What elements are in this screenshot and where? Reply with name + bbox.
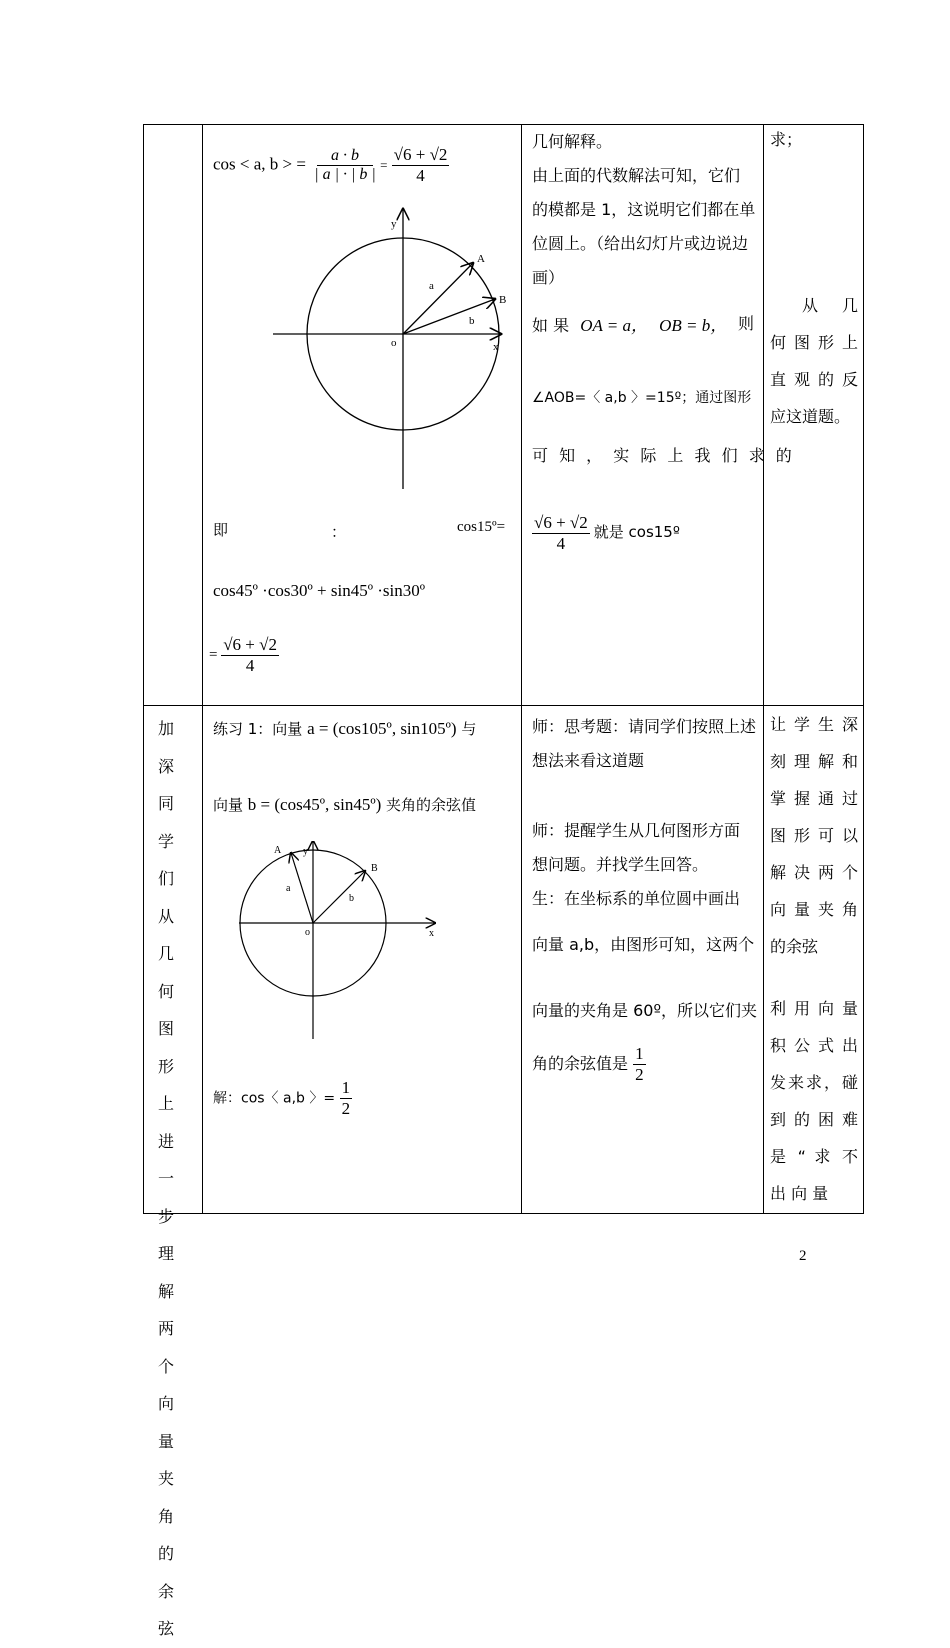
final-result <box>209 635 279 676</box>
purpose-body: 从 几 何 图 形 上 直 观 的 反 应这道题。 <box>770 296 858 426</box>
vector-word: 向量 <box>213 796 244 814</box>
explain-line: 画） <box>532 268 565 287</box>
purpose-p1: 让 学 生 深 刻 理 解 和 掌 握 通 过 图 形 可 以 解 决 两 个 向 量 夹 角 的余弦 <box>770 715 858 956</box>
ruguo-text: 如 果 <box>532 316 570 335</box>
vector-a-arrow <box>403 263 473 334</box>
final-denominator: 4 <box>245 656 255 675</box>
cell-goal <box>144 706 203 1638</box>
numerator: 1 <box>635 1044 644 1063</box>
result-numerator: √6 + √2 <box>393 145 448 164</box>
explain-line: 可 知 ， 实 际 上 我 们 求 的 <box>532 446 795 465</box>
formula-fraction <box>314 147 376 184</box>
teacher-question <box>532 710 758 778</box>
formula-numerator: a · b <box>317 147 373 166</box>
result-denominator: 4 <box>416 166 425 185</box>
cos15-text: cos15º= <box>457 519 506 535</box>
dialog-line: 师：思考题：请同学们按照上述 <box>532 717 757 736</box>
answer-line <box>532 1044 646 1085</box>
solution-text: 解：cos〈 a,b 〉= <box>213 1090 336 1107</box>
origin-label: o <box>391 337 397 349</box>
point-b-label: B <box>499 294 507 306</box>
x-label: x <box>493 341 499 353</box>
exercise-label: 练习 1：向量 <box>213 720 303 738</box>
point-b-label: B <box>371 863 378 874</box>
cell-teacher <box>522 125 795 706</box>
exercise-line-1 <box>213 718 476 739</box>
numerator: 1 <box>341 1078 351 1097</box>
cosine-formula: cos < a, b > = $\frac{a \cdot b}{| a | \cdot | b |}$ = $\frac{√6 + √2}{4}$ <box>213 145 448 185</box>
purpose-p2: 利 用 向 量 积 公 式 出 发来求，碰 到 的 困 难 是 “ 求 不 出 向 量 <box>770 999 858 1203</box>
formula-denominator: | a | · | b | <box>314 166 376 183</box>
explain-line: 位圆上。（给出幻灯片或边说边 <box>532 234 749 253</box>
colon-text: ： <box>331 523 347 541</box>
page-number: 2 <box>799 1248 807 1264</box>
answer-fraction <box>633 1044 646 1085</box>
result-fraction <box>532 513 590 554</box>
cell-content <box>203 125 522 706</box>
unit-circle-figure <box>211 207 511 492</box>
explain-line: 由上面的代数解法可知，它们 <box>532 166 741 185</box>
y-label: y <box>391 218 397 230</box>
cell-goal <box>144 125 203 706</box>
vector-b-def: b = (cos45º, sin45º) <box>247 795 382 814</box>
point-a-label: A <box>274 845 282 856</box>
cell-purpose <box>764 125 864 706</box>
dialog-line: 向量 a,b，由图形可知，这两个 <box>532 935 755 954</box>
x-label: x <box>429 928 434 939</box>
lesson-table <box>143 124 864 1638</box>
final-numerator: √6 + √2 <box>223 635 277 654</box>
vector-a-def: a = (cos105º, sin105º) <box>307 719 457 738</box>
dialog-line: 生：在坐标系的单位圆中画出 <box>532 889 741 908</box>
table-row <box>144 125 864 706</box>
dialog-line: 想法来看这道题 <box>532 751 645 770</box>
origin-label: o <box>305 927 310 938</box>
ji-text: 即 <box>213 521 229 539</box>
angle-aob-line: ∠AOB=〈 a,b 〉=15º；通过图形 <box>532 390 752 406</box>
dialog-line: 向量的夹角是 60º，所以它们夹 <box>532 1001 757 1020</box>
vector-b-label: b <box>349 893 354 904</box>
result-tail: 就是 cos15º <box>593 523 680 542</box>
geometric-explanation <box>532 125 756 295</box>
final-fraction <box>221 635 279 676</box>
yu-text: 与 <box>461 720 477 738</box>
denominator: 2 <box>341 1099 351 1118</box>
cell-teacher <box>522 706 764 1214</box>
solution-line <box>213 1078 352 1119</box>
cell-purpose <box>764 706 864 1214</box>
dialog-line: 师：提醒学生从几何图形方面 <box>532 821 741 840</box>
unit-circle-figure-2 <box>233 841 443 1066</box>
explain-line: 的模都是 1，这说明它们都在单 <box>532 200 756 219</box>
formula-result <box>392 145 450 186</box>
y-label: y <box>303 846 308 857</box>
vector-a-label: a <box>429 280 434 292</box>
dialog-line: 想问题。并找学生回答。 <box>532 855 709 874</box>
teacher-hint <box>532 814 758 916</box>
angle-cosine-text: 夹角的余弦值 <box>386 796 477 814</box>
formula-left: cos < a, b > = <box>213 154 306 174</box>
purpose-top: 求； <box>770 130 803 149</box>
vector-b-arrow <box>313 871 365 923</box>
expansion-formula: cos45º ·cos30º + sin45º ·sin30º <box>213 581 425 600</box>
answer-text: 角的余弦值是 <box>532 1054 629 1073</box>
point-a-label: A <box>477 253 485 265</box>
vector-a-arrow <box>291 853 313 923</box>
exercise-line-2 <box>213 794 476 815</box>
vector-b-label: b <box>469 315 475 327</box>
vector-b-arrow <box>403 299 495 334</box>
ob-equation: OB = b， <box>659 316 728 335</box>
goal-text: 加深同学们从几何图形上进一步理解两个向量夹角的余弦 <box>158 719 176 1638</box>
equals-sign: = <box>209 646 218 663</box>
numerator: √6 + √2 <box>534 513 588 532</box>
if-oa-line <box>532 311 754 336</box>
cell-content <box>203 706 522 1214</box>
denominator: 4 <box>556 534 566 553</box>
result-line <box>532 513 680 554</box>
oa-equation: OA = a， <box>580 316 649 335</box>
vector-a-label: a <box>286 883 291 894</box>
solution-fraction <box>340 1078 353 1119</box>
ze-text: 则 <box>737 314 754 333</box>
table-row <box>144 706 864 1214</box>
denominator: 2 <box>635 1065 644 1084</box>
explain-line: 几何解释。 <box>532 132 613 151</box>
